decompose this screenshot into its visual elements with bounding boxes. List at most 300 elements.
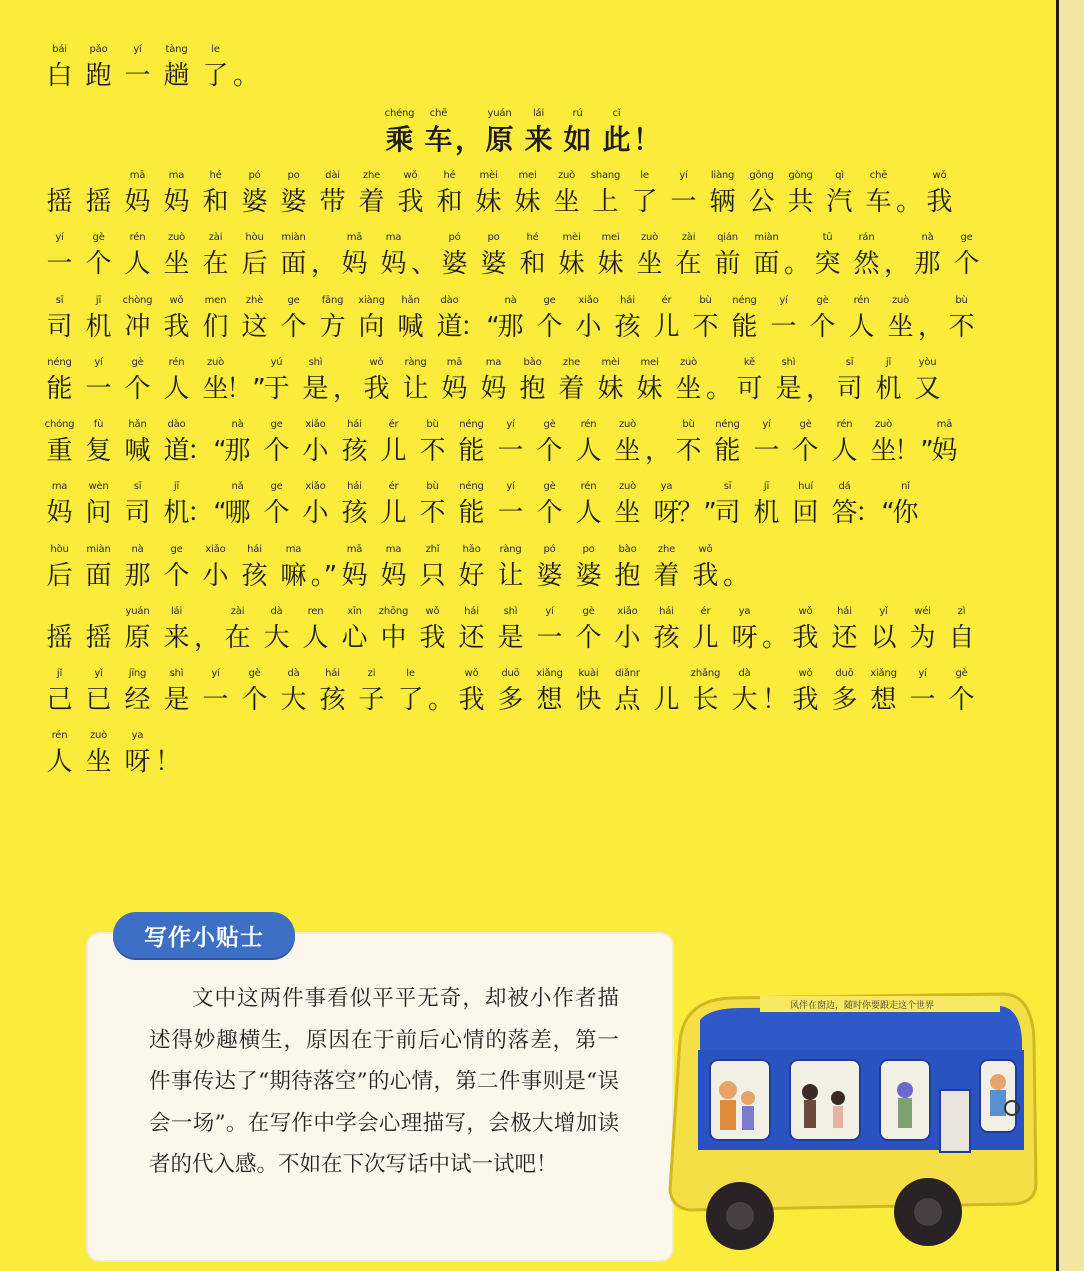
hanzi: 机 <box>85 312 112 342</box>
punctuation-mark: ， <box>918 312 945 342</box>
hanzi-with-pinyin <box>196 220 235 282</box>
pinyin: yí <box>55 232 64 243</box>
hanzi-with-pinyin <box>686 594 725 656</box>
hanzi-with-pinyin <box>235 283 274 345</box>
pinyin: zuò <box>206 357 225 368</box>
punctuation-mark: ：“ <box>855 498 895 528</box>
hanzi: 乘 <box>385 123 414 156</box>
pinyin: ma <box>285 544 302 555</box>
punctuation-mark: 。” <box>310 561 338 591</box>
hanzi-with-pinyin <box>686 656 725 718</box>
pinyin: duō <box>501 668 520 679</box>
pinyin: mèi <box>562 232 581 243</box>
hanzi: 不 <box>675 436 702 466</box>
pinyin: xiǎo <box>305 481 326 492</box>
pinyin: shì <box>308 357 323 368</box>
pinyin: mèi <box>479 170 498 181</box>
pinyin: zuò <box>640 232 659 243</box>
hanzi: 我 <box>692 561 719 591</box>
pinyin: gè <box>816 295 829 306</box>
hanzi: 人 <box>124 249 151 279</box>
pinyin: hái <box>347 481 362 492</box>
hanzi: 来 <box>524 123 553 156</box>
hanzi-with-pinyin <box>374 469 413 531</box>
pinyin: hé <box>443 170 456 181</box>
hanzi: 在 <box>224 623 251 653</box>
pinyin: dà <box>738 668 751 679</box>
hanzi: 是 <box>775 374 802 404</box>
hanzi: 妹 <box>558 249 585 279</box>
hanzi: 突 <box>814 249 841 279</box>
pinyin: yú <box>270 357 283 368</box>
hanzi: 那 <box>224 436 251 466</box>
hanzi-with-pinyin <box>558 96 597 158</box>
hanzi-with-pinyin <box>608 469 647 531</box>
hanzi: 大 <box>731 685 758 715</box>
pinyin: gè <box>543 419 556 430</box>
pinyin: wǒ <box>798 668 813 679</box>
pinyin: hái <box>837 606 852 617</box>
pinyin: sī <box>723 481 732 492</box>
story-line-3 <box>40 283 981 345</box>
pinyin: gòng <box>788 170 813 181</box>
pinyin: xiǎo <box>617 606 638 617</box>
hanzi-with-pinyin <box>552 345 591 407</box>
hanzi: 坐 <box>636 249 663 279</box>
hanzi-with-pinyin <box>669 345 708 407</box>
hanzi-with-pinyin <box>513 220 552 282</box>
hanzi: 一 <box>770 312 797 342</box>
pinyin: ya <box>738 606 751 617</box>
pinyin: néng <box>47 357 72 368</box>
hanzi: 一 <box>909 685 936 715</box>
hanzi-with-pinyin <box>742 158 781 220</box>
pinyin: hái <box>347 419 362 430</box>
pinyin: hái <box>620 295 635 306</box>
pinyin: sī <box>133 481 142 492</box>
story-line-1 <box>40 158 959 220</box>
hanzi-with-pinyin <box>257 407 296 469</box>
hanzi-with-pinyin <box>413 532 452 594</box>
pinyin: miàn <box>754 232 779 243</box>
pinyin: zhōng <box>378 606 409 617</box>
hanzi: 个 <box>948 685 975 715</box>
pinyin: hòu <box>50 544 69 555</box>
hanzi-with-pinyin <box>786 594 825 656</box>
pinyin: qián <box>717 232 738 243</box>
pinyin: wǒ <box>369 357 384 368</box>
hanzi: 了 <box>631 187 658 217</box>
pinyin: po <box>487 232 500 243</box>
hanzi: 人 <box>831 436 858 466</box>
punctuation-mark: 、 <box>411 249 438 279</box>
hanzi-with-pinyin <box>869 345 908 407</box>
punctuation <box>333 345 360 407</box>
hanzi: 一 <box>497 498 524 528</box>
pinyin: ér <box>388 481 399 492</box>
punctuation-mark: 。 <box>723 561 750 591</box>
hanzi-with-pinyin <box>864 594 903 656</box>
hanzi: 妈 <box>341 561 368 591</box>
pinyin: zhǎng <box>690 668 721 679</box>
hanzi-with-pinyin <box>491 469 530 531</box>
hanzi-with-pinyin <box>452 469 491 531</box>
punctuation <box>706 345 733 407</box>
hanzi: 孩 <box>341 436 368 466</box>
pinyin: yí <box>506 481 515 492</box>
punctuation-mark: ！” <box>894 436 934 466</box>
hanzi: 来 <box>163 623 190 653</box>
punctuation-mark: ：“ <box>460 312 500 342</box>
hanzi-with-pinyin <box>335 407 374 469</box>
pinyin: ràng <box>499 544 522 555</box>
hanzi-with-pinyin <box>519 96 558 158</box>
hanzi: 了 <box>202 61 229 91</box>
hanzi-with-pinyin <box>864 656 903 718</box>
pinyin: ge <box>960 232 973 243</box>
pinyin: men <box>204 295 227 306</box>
pinyin: bù <box>682 419 695 430</box>
pinyin: yí <box>762 419 771 430</box>
hanzi: 还 <box>458 623 485 653</box>
hanzi-with-pinyin <box>40 718 79 780</box>
hanzi-with-pinyin <box>725 594 764 656</box>
hanzi-with-pinyin <box>40 532 79 594</box>
hanzi-with-pinyin <box>118 656 157 718</box>
hanzi: 婆 <box>241 187 268 217</box>
pinyin: le <box>640 170 649 181</box>
hanzi: 为 <box>909 623 936 653</box>
punctuation <box>187 407 227 469</box>
pinyin: duō <box>835 668 854 679</box>
hanzi: 儿 <box>380 498 407 528</box>
hanzi: 人 <box>575 498 602 528</box>
hanzi-with-pinyin <box>786 407 825 469</box>
hanzi-with-pinyin <box>881 283 920 345</box>
hanzi: 个 <box>241 685 268 715</box>
pinyin: bào <box>618 544 637 555</box>
hanzi: 妈 <box>46 498 73 528</box>
hanzi: 我 <box>926 187 953 217</box>
hanzi: 呀 <box>653 498 680 528</box>
hanzi-with-pinyin <box>235 656 274 718</box>
pinyin: zuò <box>167 232 186 243</box>
hanzi: 司 <box>46 312 73 342</box>
punctuation <box>784 220 811 282</box>
hanzi: 儿 <box>653 685 680 715</box>
hanzi: 着 <box>358 187 385 217</box>
hanzi: 能 <box>731 312 758 342</box>
hanzi: 妈 <box>480 374 507 404</box>
story-line-7 <box>40 532 750 594</box>
hanzi: 小 <box>575 312 602 342</box>
hanzi-with-pinyin <box>257 594 296 656</box>
hanzi-with-pinyin <box>908 345 947 407</box>
hanzi: 个 <box>575 623 602 653</box>
pinyin: zài <box>681 232 696 243</box>
hanzi: 婆 <box>536 561 563 591</box>
pinyin: mei <box>640 357 659 368</box>
hanzi: 坐 <box>614 436 641 466</box>
bus-illustration <box>640 980 1040 1252</box>
hanzi-with-pinyin <box>630 345 669 407</box>
pinyin: zuò <box>89 730 108 741</box>
hanzi: 个 <box>263 498 290 528</box>
pinyin: chòng <box>122 295 153 306</box>
hanzi-with-pinyin <box>118 220 157 282</box>
hanzi-with-pinyin <box>569 469 608 531</box>
hanzi-with-pinyin <box>808 220 847 282</box>
hanzi-with-pinyin <box>374 407 413 469</box>
punctuation-mark: ：“ <box>187 436 227 466</box>
hanzi-with-pinyin <box>391 283 430 345</box>
hanzi: 个 <box>85 249 112 279</box>
pinyin: ya <box>660 481 673 492</box>
hanzi: 妹 <box>597 374 624 404</box>
hanzi: 原 <box>124 623 151 653</box>
hanzi: 已 <box>85 685 112 715</box>
hanzi: 我 <box>419 623 446 653</box>
pinyin: zì <box>957 606 966 617</box>
punctuation <box>894 407 934 469</box>
pinyin: yuán <box>487 108 512 119</box>
story-line-5 <box>40 407 964 469</box>
pinyin: ren <box>307 606 324 617</box>
hanzi: 摇 <box>46 623 73 653</box>
hanzi-with-pinyin <box>530 407 569 469</box>
hanzi-with-pinyin <box>608 283 647 345</box>
hanzi-with-pinyin <box>352 283 391 345</box>
hanzi: 自 <box>948 623 975 653</box>
hanzi-with-pinyin <box>40 283 79 345</box>
pinyin: yí <box>94 357 103 368</box>
hanzi: 一 <box>85 374 112 404</box>
hanzi: 坐 <box>675 374 702 404</box>
pinyin: ge <box>543 295 556 306</box>
hanzi: 机 <box>163 498 190 528</box>
pinyin: fù <box>93 419 104 430</box>
story-line-4 <box>40 345 947 407</box>
hanzi: 共 <box>787 187 814 217</box>
pinyin: nà <box>921 232 934 243</box>
hanzi: 是 <box>302 374 329 404</box>
pinyin: ya <box>131 730 144 741</box>
pinyin: rén <box>836 419 853 430</box>
hanzi: 着 <box>653 561 680 591</box>
hanzi-with-pinyin <box>530 656 569 718</box>
hanzi-with-pinyin <box>118 407 157 469</box>
hanzi-with-pinyin <box>274 283 313 345</box>
hanzi-with-pinyin <box>686 283 725 345</box>
pinyin: hǎn <box>128 419 147 430</box>
hanzi-with-pinyin <box>569 283 608 345</box>
hanzi-with-pinyin <box>647 283 686 345</box>
pinyin: jī <box>173 481 180 492</box>
pinyin: wǒ <box>798 606 813 617</box>
hanzi: 摇 <box>85 623 112 653</box>
pinyin: lái <box>532 108 545 119</box>
bus-caption: 风伴在窗边，随时你要跟走这个世界 <box>790 1001 935 1011</box>
hanzi-with-pinyin <box>825 594 864 656</box>
hanzi-with-pinyin <box>79 469 118 531</box>
pinyin: jī <box>763 481 770 492</box>
hanzi-with-pinyin <box>357 345 396 407</box>
hanzi: 人 <box>163 374 190 404</box>
pinyin: lái <box>170 606 183 617</box>
pinyin: gè <box>582 606 595 617</box>
hanzi-with-pinyin <box>474 345 513 407</box>
hanzi-with-pinyin <box>469 158 508 220</box>
pinyin: gè <box>131 357 144 368</box>
hanzi-with-pinyin <box>608 532 647 594</box>
pinyin: néng <box>459 481 484 492</box>
hanzi: 上 <box>592 187 619 217</box>
hanzi: 孩 <box>241 561 268 591</box>
pinyin: ge <box>287 295 300 306</box>
hanzi: 和 <box>436 187 463 217</box>
pinyin: rén <box>51 730 68 741</box>
hanzi-with-pinyin <box>296 345 335 407</box>
hanzi: 机 <box>753 498 780 528</box>
hanzi: 不 <box>692 312 719 342</box>
hanzi: 可 <box>736 374 763 404</box>
hanzi-with-pinyin <box>547 158 586 220</box>
hanzi-with-pinyin <box>40 32 79 94</box>
punctuation <box>633 96 662 158</box>
punctuation-mark: 。 <box>762 623 789 653</box>
hanzi: 我 <box>363 374 390 404</box>
hanzi: 着 <box>558 374 585 404</box>
hanzi: 抱 <box>614 561 641 591</box>
pinyin: yí <box>918 668 927 679</box>
hanzi-with-pinyin <box>703 158 742 220</box>
pinyin: mèi <box>601 357 620 368</box>
hanzi: 长 <box>692 685 719 715</box>
hanzi-with-pinyin <box>942 656 981 718</box>
pinyin: gè <box>799 419 812 430</box>
hanzi-with-pinyin <box>335 220 374 282</box>
hanzi: 个 <box>536 498 563 528</box>
hanzi-with-pinyin <box>274 532 313 594</box>
pinyin: yí <box>506 419 515 430</box>
hanzi-with-pinyin <box>508 158 547 220</box>
hanzi: 不 <box>419 498 446 528</box>
hanzi: 我 <box>163 312 190 342</box>
hanzi-with-pinyin <box>664 158 703 220</box>
hanzi-with-pinyin <box>118 345 157 407</box>
punctuation-mark: ， <box>333 374 360 404</box>
hanzi-with-pinyin <box>597 96 636 158</box>
hanzi-with-pinyin <box>391 656 430 718</box>
hanzi-with-pinyin <box>118 532 157 594</box>
pinyin: chóng <box>44 419 75 430</box>
pinyin: rán <box>858 232 875 243</box>
pinyin: xiǎo <box>305 419 326 430</box>
hanzi: 个 <box>124 374 151 404</box>
hanzi: 一 <box>497 436 524 466</box>
hanzi: 坐 <box>887 312 914 342</box>
hanzi-with-pinyin <box>40 220 79 282</box>
hanzi: 妈 <box>341 249 368 279</box>
pinyin: pǎo <box>89 44 108 55</box>
hanzi: 摇 <box>46 187 73 217</box>
hanzi-with-pinyin <box>235 220 274 282</box>
pinyin: wǒ <box>425 606 440 617</box>
hanzi-with-pinyin <box>569 594 608 656</box>
pinyin: hái <box>325 668 340 679</box>
pinyin: tàng <box>165 44 188 55</box>
hanzi-with-pinyin <box>335 532 374 594</box>
punctuation <box>762 594 789 656</box>
pinyin: rén <box>129 232 146 243</box>
hanzi-with-pinyin <box>708 220 747 282</box>
punctuation-mark: ！ <box>155 747 182 777</box>
hanzi-with-pinyin <box>452 407 491 469</box>
hanzi: 公 <box>748 187 775 217</box>
pinyin: bù <box>426 481 439 492</box>
pinyin: sī <box>55 295 64 306</box>
hanzi-with-pinyin <box>196 32 235 94</box>
hanzi-with-pinyin <box>530 469 569 531</box>
punctuation-mark: 。 <box>896 187 923 217</box>
hanzi: 摇 <box>85 187 112 217</box>
hanzi: 我 <box>397 187 424 217</box>
hanzi-with-pinyin <box>157 532 196 594</box>
pinyin: ér <box>388 419 399 430</box>
pinyin: yí <box>779 295 788 306</box>
pinyin: zuò <box>679 357 698 368</box>
punctuation-mark: ！ <box>762 685 789 715</box>
hanzi: 了 <box>397 685 424 715</box>
hanzi: 如 <box>563 123 592 156</box>
hanzi-with-pinyin <box>591 220 630 282</box>
hanzi: 让 <box>402 374 429 404</box>
hanzi-with-pinyin <box>40 158 79 220</box>
hanzi: 个 <box>163 561 190 591</box>
hanzi-with-pinyin <box>903 594 942 656</box>
hanzi: 坐 <box>85 747 112 777</box>
story-line-0 <box>40 32 260 94</box>
hanzi-with-pinyin <box>352 656 391 718</box>
hanzi: 白 <box>46 61 73 91</box>
pinyin: zi <box>367 668 376 679</box>
pinyin: shì <box>169 668 184 679</box>
hanzi-with-pinyin <box>474 220 513 282</box>
hanzi: 喊 <box>124 436 151 466</box>
hanzi-with-pinyin <box>40 345 79 407</box>
hanzi-with-pinyin <box>725 283 764 345</box>
pinyin: gè <box>543 481 556 492</box>
hanzi-with-pinyin <box>419 96 458 158</box>
hanzi: 那 <box>124 561 151 591</box>
hanzi-with-pinyin <box>608 594 647 656</box>
hanzi-with-pinyin <box>830 345 869 407</box>
hanzi: 妹 <box>475 187 502 217</box>
pinyin: zhè <box>245 295 264 306</box>
hanzi: 跑 <box>85 61 112 91</box>
pinyin: rén <box>580 481 597 492</box>
pinyin: po <box>287 170 300 181</box>
pinyin: huí <box>798 481 813 492</box>
hanzi: 点 <box>614 685 641 715</box>
pinyin: chē <box>869 170 888 181</box>
hanzi-with-pinyin <box>79 532 118 594</box>
hanzi-with-pinyin <box>491 656 530 718</box>
hanzi: 小 <box>302 498 329 528</box>
pinyin: mā <box>936 419 953 430</box>
hanzi-with-pinyin <box>491 532 530 594</box>
pinyin: shì <box>781 357 796 368</box>
